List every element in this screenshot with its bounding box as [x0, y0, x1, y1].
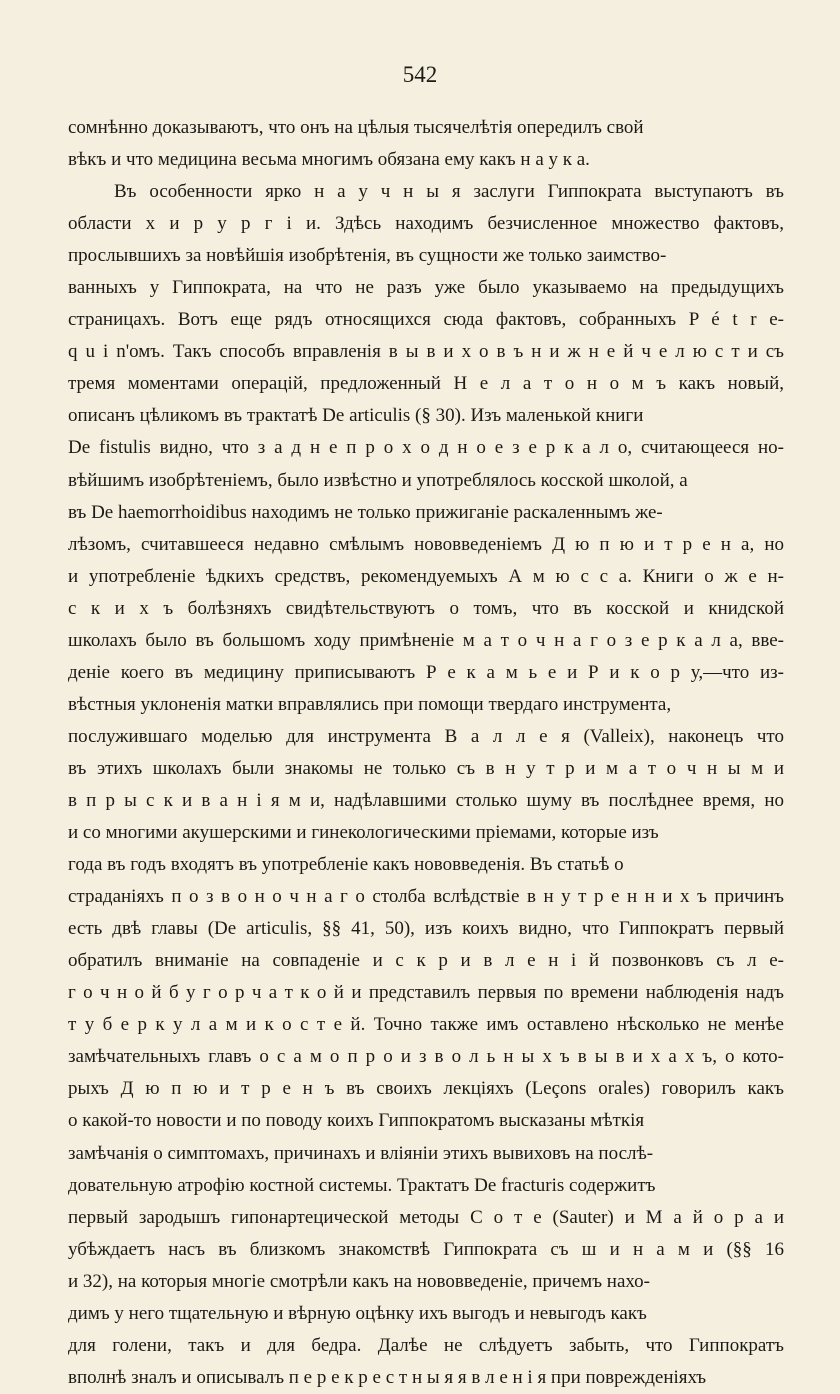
text-line: области х и р у р г і и. Здѣсь находимъ безчисленное множество фактовъ,	[68, 213, 784, 235]
text-line: обратилъ вниманіе на совпаденіе и с к р и в л е н і й позвонковъ съ л е-	[68, 950, 784, 972]
text-line: прослывшихъ за новѣйшія изобрѣтенія, въ сущности же только заимство-	[68, 245, 667, 267]
text-line: довательную атрофію костной системы. Трактатъ De fracturis содержитъ	[68, 1174, 656, 1196]
text-line: и употребленіе ѣдкихъ средствъ, рекомендуемыхъ А м ю с с а. Книги о ж е н-	[68, 565, 784, 587]
text-line: тремя моментами операцій, предложенный Н е л а т о н о м ъ какъ новый,	[68, 373, 784, 395]
text-line: замѣчательныхъ главъ о с а м о п р о и з в о л ь н ы х ъ в ы в и х а х ъ, о кото-	[68, 1046, 784, 1068]
text-line: замѣчанія о симптомахъ, причинахъ и вліяніи этихъ вывиховъ на послѣ-	[68, 1142, 654, 1164]
text-line: рыхъ Д ю п ю и т р е н ъ въ своихъ лекціяхъ (Leçons orales) говорилъ какъ	[68, 1078, 784, 1100]
text-line: первый зародышъ гипонартецической методы С о т е (Sauter) и М а й о р а и	[68, 1206, 784, 1228]
text-line: и со многими акушерскими и гинекологическими пріемами, которые изъ	[68, 822, 659, 844]
text-line: вѣстныя уклоненія матки вправлялись при помощи твердаго инструмента,	[68, 693, 672, 715]
page-number: 542	[402, 62, 438, 87]
text-line: страницахъ. Вотъ еще рядъ относящихся сюда фактовъ, собранныхъ P é t r e-	[68, 309, 784, 331]
text-line: в п р ы с к и в а н і я м и, надѣлавшими столько шуму въ послѣднее время, но	[68, 789, 784, 811]
text-line: вполнѣ зналъ и описывалъ п е р е к р е с т н ы я я в л е н і я при поврежденіяхъ	[68, 1366, 707, 1388]
text-line: димъ у него тщательную и вѣрную оцѣнку ихъ выгодъ и невыгодъ какъ	[68, 1302, 647, 1324]
text-line: De fistulis видно, что з а д н е п р о х о д н о е з е р к а л о, считающееся но-	[68, 437, 784, 459]
text-line: есть двѣ главы (De articulis, §§ 41, 50), изъ коихъ видно, что Гиппократъ первый	[68, 918, 784, 940]
text-line: описанъ цѣликомъ въ трактатѣ De articulis (§ 30). Изъ маленькой книги	[68, 405, 644, 427]
text-line: лѣзомъ, считавшееся недавно смѣлымъ нововведеніемъ Д ю п ю и т р е н а, но	[68, 533, 784, 555]
text-line: убѣждаетъ насъ въ близкомъ знакомствѣ Гиппократа съ ш и н а м и (§§ 16	[68, 1238, 784, 1260]
text-line: вѣкъ и что медицина весьма многимъ обязана ему какъ н а у к а.	[68, 149, 590, 171]
text-line: ванныхъ у Гиппократа, на что не разъ уже было указываемо на предыдущихъ	[68, 277, 784, 299]
body-text	[68, 112, 784, 1394]
text-line: деніе коего въ медицину приписываютъ Р е к а м ь е и Р и к о р у,—что из-	[68, 661, 784, 683]
text-line: сомнѣнно доказываютъ, что онъ на цѣлыя тысячелѣтія опередилъ свой	[68, 117, 644, 138]
text-line: Въ особенности ярко н а у ч н ы я заслуги Гиппократа выступаютъ въ	[114, 181, 784, 203]
text-line: с к и х ъ болѣзняхъ свидѣтельствуютъ о томъ, что въ косской и книдской	[68, 597, 784, 619]
text-line: и 32), на которыя многіе смотрѣли какъ на нововведеніе, причемъ нахо-	[68, 1270, 650, 1292]
text-line: вѣйшимъ изобрѣтеніемъ, было извѣстно и употреблялось косской школой, а	[68, 469, 688, 491]
text-line: q u i n'омъ. Такъ способъ вправленія в ы в и х о в ъ н и ж н е й ч е л ю с т и съ	[68, 341, 784, 363]
text-line: т у б е р к у л а м и к о с т е й. Точно также имъ оставлено нѣсколько не менѣе	[68, 1014, 784, 1036]
text-line: въ De haemorrhoidibus находимъ не только прижиганіе раскаленнымъ же-	[68, 501, 663, 523]
text-line: для голени, такъ и для бедра. Далѣе не слѣдуетъ забыть, что Гиппократъ	[68, 1334, 784, 1356]
text-line: послужившаго моделью для инструмента В а л л е я (Valleix), наконецъ что	[68, 725, 784, 747]
text-line: г о ч н о й б у г о р ч а т к о й и представилъ первыя по времени наблюденія надъ	[68, 982, 784, 1004]
text-line: школахъ было въ большомъ ходу примѣненіе м а т о ч н а г о з е р к а л а, вве-	[68, 629, 784, 651]
text-line: въ этихъ школахъ были знакомы не только съ в н у т р и м а т о ч н ы м и	[68, 757, 784, 779]
text-line: о какой-то новости и по поводу коихъ Гиппократомъ высказаны мѣткія	[68, 1110, 645, 1132]
text-line: страданіяхъ п о з в о н о ч н а г о столба вслѣдствіе в н у т р е н н и х ъ причинъ	[68, 886, 784, 908]
text-line: года въ годъ входятъ въ употребленіе какъ нововведенія. Въ статьѣ о	[68, 854, 624, 876]
